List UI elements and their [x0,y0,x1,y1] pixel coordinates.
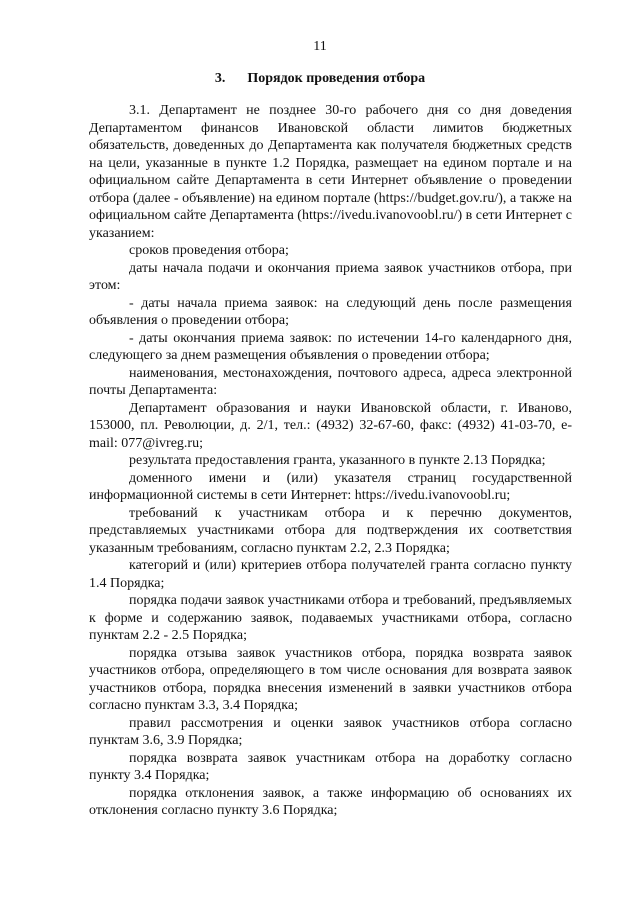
paragraph: правил рассмотрения и оценки заявок участников отбора согласно пунктам 3.6, 3.9 Порядка; [89,715,572,748]
paragraph: даты начала подачи и окончания приема заявок участников отбора, при этом: [89,260,572,293]
paragraph: Департамент образования и науки Ивановской области, г. Иваново, 153000, пл. Революции, д. 2/1, тел.: (4932) 32-67-60, факс: (4932) 41-03-70, e- mail: 077@ivreg.ru; [89,400,572,451]
section-title: Порядок проведения отбора [247,71,426,86]
paragraph: сроков проведения отбора; [129,243,289,258]
paragraph: - даты окончания приема заявок: по истечении 14-го календарного дня, следующего за днем размещения объявления о проведении отбора; [89,330,572,363]
paragraph: 3.1. Департамент не позднее 30-го рабочего дня со дня доведения Департаментом финансов Ивановской области лимитов бюджетных обязательств, доведенных до Департамента как получателя бюджетных средств на цели, указанные в пункте 1.2 Порядка, размещает на едином портале и на официальном сайте Департамента в сети Интернет объявление о проведении отбора (далее - объявление) на едином портале (https://budget.gov.ru/), а также на официальном сайте Департамента (https://ivedu.ivanovoobl.ru/) в сети Интернет с указанием: [89,103,572,241]
paragraph: требований к участникам отбора и к перечню документов, представляемых участниками отбора для подтверждения их соответствия указанным требованиям, согласно пунктам 2.2, 2.3 Порядка; [89,505,572,556]
section-number: 3. [214,71,226,86]
document-body [89,102,572,820]
paragraph: доменного имени и (или) указателя страниц государственной информационной системы в сети Интернет: https://ivedu.ivanovoobl.ru; [89,470,572,503]
paragraph: порядка подачи заявок участниками отбора и требований, предъявляемых к форме и содержанию заявок, подаваемых участниками отбора, согласно пунктам 2.2 - 2.5 Порядка; [89,593,572,643]
paragraph: наименования, местонахождения, почтового адреса, адреса электронной почты Департамента: [89,365,572,398]
page-number: 11 [313,39,327,54]
section-heading [0,70,640,88]
paragraph: - даты начала приема заявок: на следующий день после размещения объявления о проведении отбора; [89,295,572,328]
paragraph: категорий и (или) критериев отбора получателей гранта согласно пункту 1.4 Порядка; [89,558,572,591]
paragraph: порядка возврата заявок участникам отбора на доработку согласно пункту 3.4 Порядка; [89,750,572,783]
paragraph: порядка отзыва заявок участников отбора, порядка возврата заявок участников отбора, определяющего в том числе основания для возврата заявок участников отбора, порядка внесения изменений в заявки участников отбора согласно пунктам 3.3, 3.4 Порядка; [89,645,572,713]
paragraph: результата предоставления гранта, указанного в пункте 2.13 Порядка; [129,453,546,468]
paragraph: порядка отклонения заявок, а также информацию об основаниях их отклонения согласно пункту 3.6 Порядка; [89,785,572,818]
